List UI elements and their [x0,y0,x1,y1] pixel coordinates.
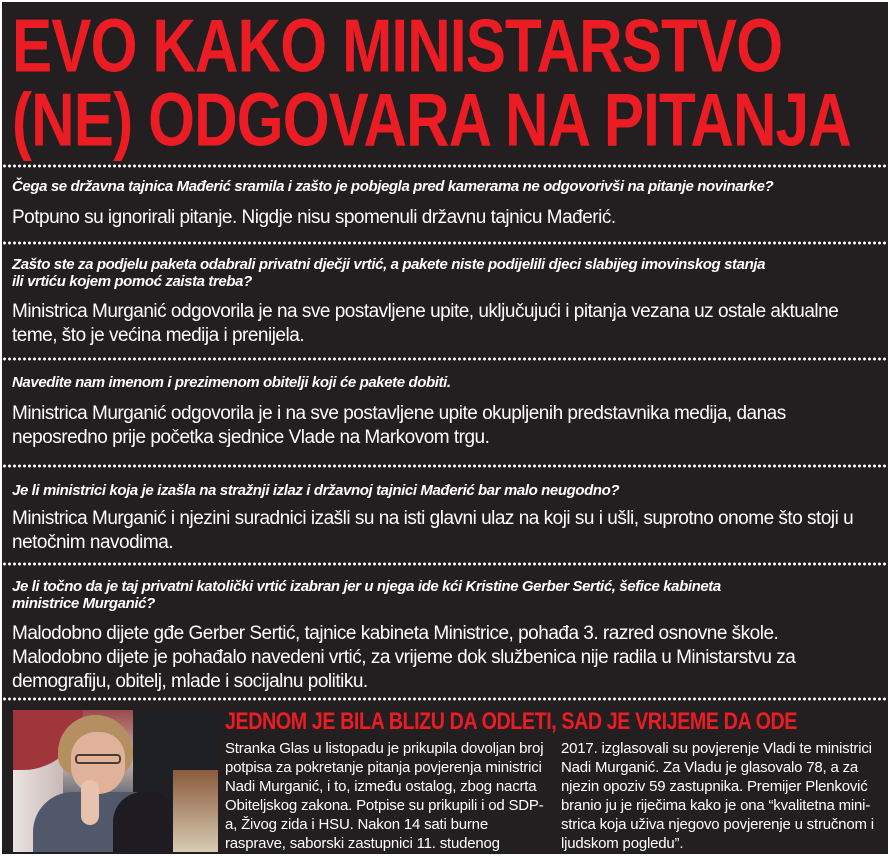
sidebar-article-column-1: Stranka Glas u listopadu je prikupila dovoljan broj potpisa za pokretanje pitanja povjerenja ministrici Nadi Murganić, i to, između ostalog, zbog nacrta Obiteljskog zakona. Potpise su prikupili i od SDP-a, Živog zida i HSU. Nakon 14 sati burne rasprave, saborski zastupnici 11. studenog [225,740,544,852]
question-2: Zašto ste za podjelu paketa odabrali privatni dječji vrtić, a pakete niste podijelili djeci slabijeg imovinskog stanja ili vrtiću kojem pomoć zaista treba? [12,256,766,290]
question-5: Je li točno da je taj privatni katolički vrtić izabran jer u njega ide kći Kristine Gerber Sertić, šefice kabineta ministrice Murganić? [12,578,721,612]
dotted-divider [2,562,888,566]
photo-background [173,770,218,852]
newspaper-clipping [2,2,888,854]
dotted-divider [2,164,888,168]
answer-4: Ministrica Murganić i njezini suradnici izašli su na isti glavni ulaz na koji su i ušli, suprotno onome što stoji u netočnim navodima. [12,508,854,553]
question-3: Navedite nam imenom i prezimenom obitelji koji će pakete dobiti. [12,374,451,391]
dotted-divider [2,697,888,701]
sidebar-article-title: JEDNOM JE BILA BLIZU DA ODLETI, SAD JE VRIJEME DA ODE [225,708,798,735]
headline-line-1: EVO KAKO MINISTARSTVO [12,3,783,88]
photo-figure [81,780,99,825]
dotted-divider [2,241,888,245]
minister-photo [13,710,218,852]
dotted-divider [2,357,888,361]
photo-figure [113,792,173,852]
answer-5: Malodobno dijete gđe Gerber Sertić, tajnice kabineta Ministrice, pohađa 3. razred osnovne škole. Malodobno dijete je pohađalo navedeni vrtić, za vrijeme dok službenica nije radila u Ministarstvu za demografiju, obitelj, mlade i socijalnu politiku. [12,623,796,692]
answer-2: Ministrica Murganić odgovorila je na sve postavljene upite, uključujući i pitanja vezana uz ostale aktualne teme, što je većina medija i prenijela. [12,301,839,346]
headline-line-2: (NE) ODGOVARA NA PITANJA [12,77,851,162]
photo-figure [75,754,121,764]
question-4: Je li ministrici koja je izašla na stražnji izlaz i državnoj tajnici Mađerić bar malo neugodno? [12,482,620,499]
headline [2,2,888,162]
answer-1: Potpuno su ignorirali pitanje. Nigdje nisu spomenuli državnu tajnicu Mađerić. [12,207,616,228]
dotted-divider [2,464,888,468]
answer-3: Ministrica Murganić odgovorila je i na sve postavljene upite okupljenih predstavnika medija, danas neposredno prije početka sjednice Vlade na Markovom trgu. [12,403,786,448]
question-1: Čega se državna tajnica Mađerić sramila i zašto je pobjegla pred kamerama ne odgovorivši na pitanje novinarke? [12,178,774,195]
sidebar-article-column-2: 2017. izglasovali su povjerenje Vladi te ministrici Nadi Murganić. Za Vladu je glasovalo 78, a za njezin opoziv 59 zastupnika. Premijer Plenković branio ju je riječima kako je ona “kvalitetna ministrica koja uživa njegovo povjerenje u stručnom i ljudskom pogledu”. [561,740,874,852]
